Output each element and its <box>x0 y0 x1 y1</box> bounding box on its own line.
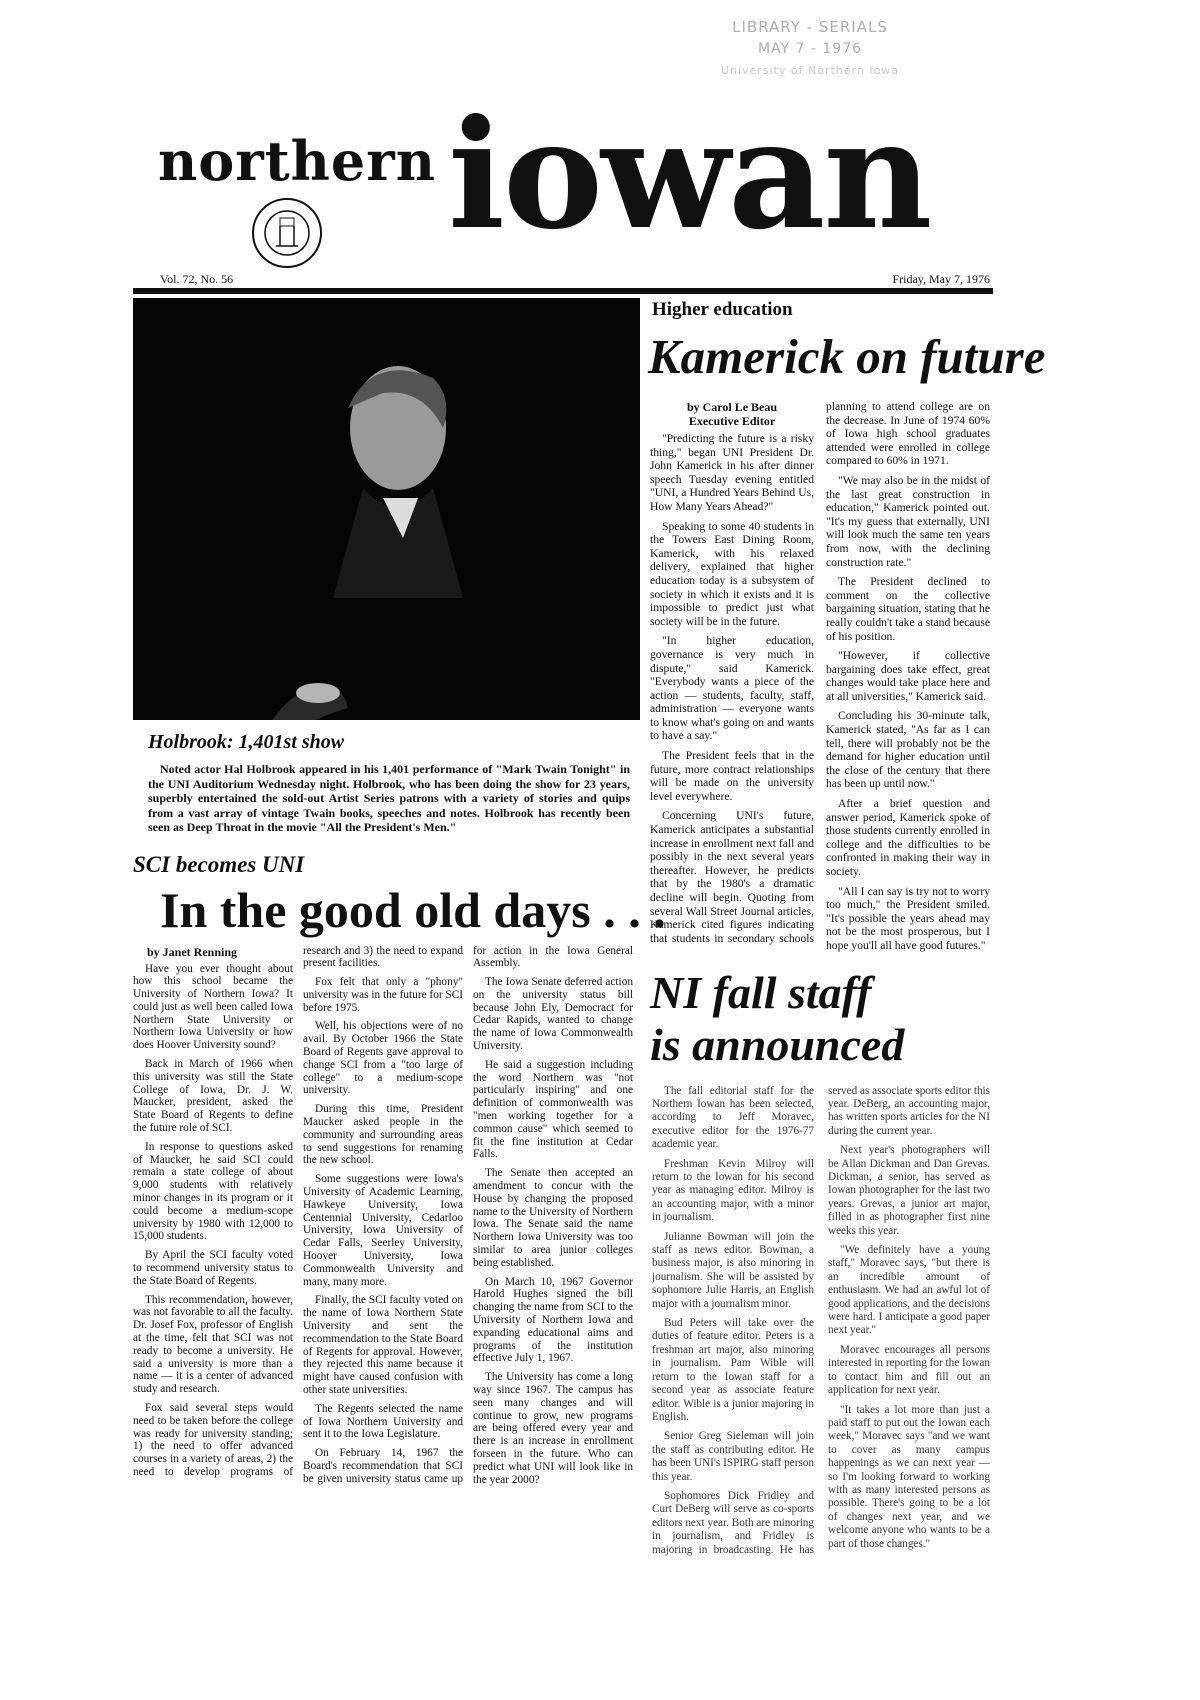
article-paragraph: Next year's photographers will be Allan Dickman and Dan Grevas. Dickman, a senior, has served as Iowan photographer for the last two years. Grevas, a junior art major, filled in as photographer first nine weeks this year. <box>828 1144 990 1237</box>
article-paragraph: By April the SCI faculty voted to recommend university status to the State Board of Regents. <box>133 1249 293 1287</box>
staff-article <box>652 1085 990 1557</box>
olddays-byline: by Janet Renning <box>147 944 238 959</box>
article-paragraph: Have you ever thought about how this school became the University of Northern Iowa? It could just as well been called Iowa Northern State University or Northern Iowa University or how does Hoover University sound? <box>133 962 293 1052</box>
kamerick-article <box>650 400 990 953</box>
stamp-line: LIBRARY - SERIALS <box>732 18 888 36</box>
byline-name: by Carol Le Beau <box>686 400 778 414</box>
article-paragraph: "In higher education, governance is very much in dispute," said Kamerick. "Everybody wants a piece of the action — students, faculty, staff, administration — everyone wants to know what's going on and wants to have a say." <box>650 634 814 743</box>
masthead-rule <box>133 288 993 294</box>
article-paragraph: Well, his objections were of no avail. By October 1966 the State Board of Regents gave approval to change SCI from a "too large of college" to a medium-scope university. <box>303 1020 463 1097</box>
article-paragraph: Freshman Kevin Milroy will return to the Iowan for his second year as managing editor. Milroy is an accounting major, with a minor in journalism. <box>652 1157 814 1224</box>
article-paragraph: This recommendation, however, was not favorable to all the faculty. Dr. Josef Fox, professor of English at the time, felt that SCI was not ready to become a university. He said a university is more than a name — it is a center of advanced study and research. <box>133 1293 293 1396</box>
olddays-headline: In the good old days . . . <box>160 881 666 938</box>
kamerick-kicker: Higher education <box>652 299 793 320</box>
article-paragraph: The Senate then accepted an amendment to concur with the House by changing the proposed name to the University of Northern Iowa. The Senate said the name Northern Iowa University was too similar to area junior colleges being established. <box>473 1167 633 1269</box>
masthead-northern: northern <box>158 129 436 193</box>
staff-headline-line: is announced <box>650 1018 905 1070</box>
olddays-kicker: SCI becomes UNI <box>133 851 305 877</box>
article-paragraph: On March 10, 1967 Governor Harold Hughes signed the bill changing the name from SCI to the University of Northern Iowa and expanding educational aims and programs of the institution effective July 1, 1967. <box>473 1275 633 1365</box>
article-paragraph: Bud Peters will take over the duties of feature editor. Peters is a freshman art major, also minoring in journalism. Pam Wible will return to the Iowan staff for a second year as associate feature editor. Wible is a junior majoring in English. <box>652 1317 814 1423</box>
issue-date: Friday, May 7, 1976 <box>892 272 990 286</box>
article-paragraph: "We may also be in the midst of the last great construction in education," Kamerick pointed out. "It's my guess that externally, UNI will look much the same ten years from now, with the declining construction rate." <box>826 473 990 569</box>
article-paragraph: Concluding his 30-minute talk, Kamerick stated, "As far as I can tell, there will probably not be the demand for higher education until the close of the century that there has been up until now." <box>826 709 990 791</box>
masthead-iowan: iowan <box>448 87 931 263</box>
article-paragraph: "However, if collective bargaining does take effect, great changes would take place here and at all universities," Kamerick said. <box>826 649 990 703</box>
staff-headline <box>650 967 995 1071</box>
article-paragraph: The Iowa Senate deferred action on the university status bill because John Ely, Democract for Cedar Rapids, wanted to change the name of Iowa Commonwealth University. <box>473 976 633 1053</box>
article-paragraph: "It takes a lot more than just a paid staff to put out the Iowan each week," Moravec says "and we want to cover as many campus happenings as we can next year — so I'm looking forward to working with as many interested persons as possible. There's going to be a lot of changes next year, and we welcome anyone who wants to be a part of those changes." <box>828 1403 990 1550</box>
article-paragraph: "We definitely have a young staff," Moravec says, "but there is an incredible amount of enthusiasm. We had an awful lot of good applications, and the decisions were hard. I anticipate a good paper next year." <box>828 1244 990 1337</box>
holbrook-photo <box>133 298 640 720</box>
library-stamp <box>700 16 920 82</box>
left-column <box>133 298 666 1486</box>
article-paragraph: The President declined to comment on the collective bargaining situation, stating that he really couldn't take a stand because of his position. <box>826 575 990 643</box>
byline-title: Executive Editor <box>688 414 776 428</box>
article-paragraph: Senior Greg Sieleman will join the staff as contributing editor. He has been UNI's ISPIRG staff person this year. <box>652 1430 814 1483</box>
article-paragraph: The President feels that in the future, more contract relationships will be made on the university level everywhere. <box>650 749 814 803</box>
article-paragraph: "Predicting the future is a risky thing," began UNI President Dr. John Kamerick in his after dinner speech Tuesday evening entitled "UNI, a Hundred Years Behind Us, How Many Years Ahead?" <box>650 432 814 513</box>
article-paragraph: The Regents selected the name of Iowa Northern University and sent it to the Iowa Legislature. <box>303 1402 463 1441</box>
stamp-date: MAY 7 - 1976 <box>757 41 863 57</box>
article-paragraph: During this time, President Maucker asked people in the community and surrounding areas to send suggestions for renaming the new school. <box>303 1103 463 1167</box>
article-paragraph: Moravec encourages all persons interested in reporting for the Iowan to contact him and fill out an application for next year. <box>828 1343 990 1397</box>
olddays-article <box>133 945 633 1487</box>
stamp-line: University of Northern Iowa <box>720 64 900 77</box>
article-paragraph: Fox said several steps would need to be taken before the college was ready for university standing; 1) the need to offer advanced courses in a variety of areas, 2) the need to develop programs of research and 3) the need to expand present facilities. <box>133 944 463 1478</box>
article-paragraph: He said a suggestion including the word Northern was "not particularly inspiring" and one definition of commonwealth was "men working together for a common cause" which seemed to fit the fine institution at Cedar Falls. <box>473 1058 633 1161</box>
photo-caption: Noted actor Hal Holbrook appeared in his 1,401 performance of "Mark Twain Tonight" in the UNI Auditorium Wednesday night. Holbrook, who has been doing the show for 23 years, superbly entertained the sold-out Artist Series patrons with a variety of stories and quips from a vast array of vintage Twain books, speeches and notes. Holbrook has recently been seen as Deep Throat in the movie "All the President's Men." <box>148 762 630 834</box>
article-paragraph: Julianne Bowman will join the staff as news editor. Bowman, a business major, is also minoring in journalism. She will be assisted by sophomore Julie Harris, an English major with a journalism minor. <box>652 1230 814 1310</box>
photo-image <box>133 298 640 720</box>
article-paragraph: Concerning UNI's future, Kamerick anticipates a substantial increase in enrollment next fall and possibly in the next several years thereafter. However, he predicts that by the 1980's a dramatic decline will begin. Quoting from several Wall Street Journal articles, Kamerick cited figures indicating that students in secondary schools planning to attend college are on the decrease. In June of 1974 60% of Iowa high school graduates attended were enrolled in college compared to 60% in 1971. <box>650 400 990 945</box>
article-paragraph: Speaking to some 40 students in the Towers East Dining Room, Kamerick, with his relaxed delivery, explained that higher education today is a subsystem of society in which it exists and it is impossible to predict just what society will be in the future. <box>650 519 814 628</box>
article-paragraph: Fox felt that only a "phony" university was in the future for SCI before 1975. <box>303 976 464 1014</box>
article-paragraph: The University has come a long way since 1967. The campus has seen many changes and will continue to grow, new programs are being offered every year and there is an increase in enrollment forseen in the future. Who can predict what UNI will look like in the year 2000? <box>473 1371 633 1486</box>
article-paragraph: Back in March of 1966 when this university was still the State College of Iowa, Dr. J. W. Maucker, president, asked the State Board of Regents to define the future role of SCI. <box>133 1058 293 1135</box>
kamerick-headline: Kamerick on future <box>648 329 1046 384</box>
article-paragraph: Finally, the SCI faculty voted on the name of Iowa Northern State University and sent the recommendation to the State Board of Regents for approval. However, they rejected this name because it might have caused confusion with other state universities. <box>303 1294 463 1396</box>
kamerick-byline <box>650 400 814 428</box>
article-paragraph: The fall editorial staff for the Northern Iowan has been selected, according to Jeff Moravec, executive editor for the 1976-77 academic year. <box>652 1084 814 1151</box>
university-seal-icon <box>250 196 324 270</box>
photo-caption-headline: Holbrook: 1,401st show <box>148 731 345 753</box>
volume-number: Vol. 72, No. 56 <box>160 272 234 286</box>
article-paragraph: After a brief question and answer period, Kamerick spoke of those students currently enrolled in college and the difficulties to be confronted in making their way in society. <box>826 797 990 878</box>
article-paragraph: Some suggestions were Iowa's University of Academic Learning, Hawkeye University, Iowa Centennial University, Cedarloo University, Iowa University of Cedar Falls, Seerley University, Hoover University, Iowa Commonwealth University and many, many more. <box>303 1173 463 1288</box>
article-paragraph: Sophomores Dick Fridley and Curt DeBerg will serve as co-sports editors next year. Both are minoring in journalism, and Fridley is majoring in broadcasting. He has served as associate sports editor this year. DeBerg, an accounting major, has written sports articles for the NI during the current year. <box>652 1084 990 1556</box>
article-paragraph: In response to questions asked of Maucker, he said SCI could remain a state college of about 9,000 students with relatively minor changes in its program or it could become a medium-scope university by 1980 with 12,000 to 15,000 students. <box>133 1140 293 1243</box>
article-paragraph: "All I can say is try not to worry too much," the President smiled. "It's possible the years ahead may not be the most prosperous, but I hope you'll all have good futures." <box>826 884 990 952</box>
right-column <box>648 298 1046 1557</box>
article-paragraph: On February 14, 1967 the Board's recommendation that SCI be given university status came up for action in the Iowa General Assembly. <box>303 944 633 1485</box>
staff-headline-line: NI fall staff <box>650 966 872 1018</box>
